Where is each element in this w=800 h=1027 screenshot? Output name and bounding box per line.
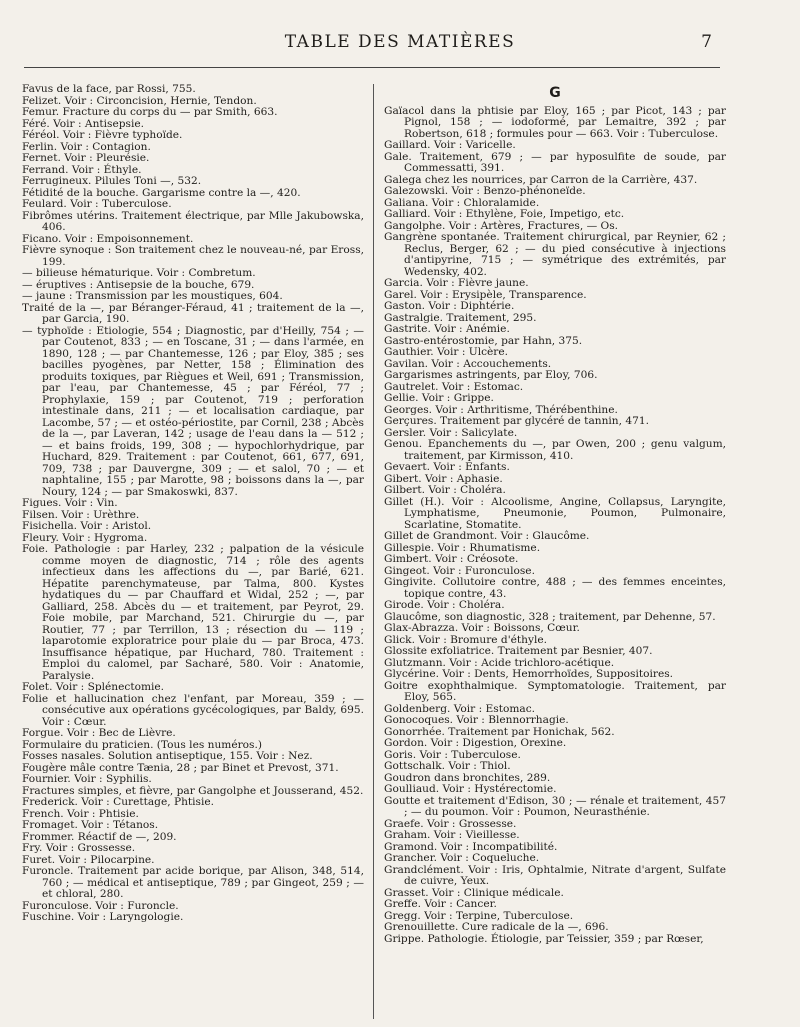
- index-entry: Frommer. Réactif de —, 209.: [22, 830, 177, 843]
- index-entry: Folie et hallucination chez l'enfant, par Moreau, 359 ; — consécutive aux opérations gycécologiques, par Baldy, 695. Voir : Cœur.: [22, 692, 364, 728]
- index-entry: Glutzmann. Voir : Acide trichloro-acétique.: [384, 656, 615, 669]
- index-entry: — bilieuse hématurique. Voir : Combretum.: [22, 267, 256, 279]
- index-entry: Galiana. Voir : Chloralamide.: [384, 196, 540, 209]
- left-column: [22, 84, 364, 1019]
- index-entry: Folet. Voir : Splénectomie.: [22, 681, 165, 693]
- index-entry: Galliard. Voir : Ethylène, Foie, Impetigo, etc.: [384, 208, 625, 220]
- index-entry: Ferrugineux. Pilules Toni —, 532.: [22, 175, 202, 187]
- index-entry: Gillet (H.). Voir : Alcoolisme, Angine, Collapsus, Laryngite, Lymphatisme, Pneumonie, Poumon, Pulmonaire, Scarlatine, Stomatite.: [384, 495, 726, 531]
- index-entry: Gautrelet. Voir : Estomac.: [384, 380, 524, 393]
- index-entry: Gingeot. Voir : Furonculose.: [384, 564, 535, 577]
- index-entry: Furonculose. Voir : Furoncle.: [22, 899, 179, 912]
- index-entry: French. Voir : Phtisie.: [22, 807, 139, 820]
- index-entry: Glax-Abrazza. Voir : Boissons, Cœur.: [384, 622, 580, 634]
- index-entry: Fuschine. Voir : Laryngologie.: [22, 911, 184, 923]
- index-entry: Gargarismes astringents, par Eloy, 706.: [384, 369, 598, 381]
- index-entry: Fractures simples, et fièvre, par Gangolphe et Jousserand, 452.: [22, 784, 364, 797]
- index-entry: Gangolphe. Voir : Artères, Fractures, — Os.: [384, 219, 619, 232]
- index-entry: Gimbert. Voir : Créosote.: [384, 553, 519, 565]
- index-entry: Furoncle. Traitement par acide borique, par Alison, 348, 514, 760 ; — médical et antiseptique, 789 ; par Gingeot, 259 ; — et chloral, 280.: [22, 865, 364, 900]
- index-entry: — éruptives : Antisepsie de la bouche, 679.: [22, 278, 255, 291]
- index-entry: Glick. Voir : Bromure d'éthyle.: [384, 633, 547, 646]
- header-rule: [24, 67, 720, 68]
- index-entry: Filsen. Voir : Urèthre.: [22, 508, 140, 521]
- index-entry: Ferrand. Voir : Éthyle.: [22, 163, 142, 176]
- page-header: [0, 32, 800, 56]
- index-entry: Fournier. Voir : Syphilis.: [22, 773, 152, 785]
- index-entry: Galezowski. Voir : Benzo-phénoneïde.: [384, 185, 586, 197]
- index-entry: Glossite exfoliatrice. Traitement par Besnier, 407.: [384, 645, 653, 657]
- index-entry: Gastrite. Voir : Anémie.: [384, 323, 510, 335]
- index-entry: Glaucôme, son diagnostic, 328 ; traitement, par Dehenne, 57.: [384, 610, 716, 623]
- index-entry: Grenouillette. Cure radicale de la —, 696.: [384, 921, 609, 933]
- index-entry: Gevaert. Voir : Enfants.: [384, 461, 510, 473]
- index-entry: Furet. Voir : Pilocarpine.: [22, 853, 155, 866]
- index-entry: Gale. Traitement, 679 ; — par hyposulfite de soude, par Commessatti, 391.: [384, 150, 726, 174]
- index-entry: Figues. Voir : Vin.: [22, 497, 118, 509]
- index-entry: Gonocoques. Voir : Blennorrhagie.: [384, 714, 569, 726]
- index-entry: Favus de la face, par Rossi, 755.: [22, 84, 196, 95]
- index-entry: Frederick. Voir : Curettage, Phtisie.: [22, 796, 215, 808]
- index-entry: Georges. Voir : Arthritisme, Thérébenthine.: [384, 403, 618, 416]
- index-entry: — typhoïde : Etiologie, 554 ; Diagnostic, par d'Heilly, 754 ; — par Coutenot, 833 ; — en Toscane, 31 ; — dans l'armée, en 1890, 128 ; — par Chantemesse, 126 ; par Eloy, 385 ; ses bacilles pyogènes, par Netter, 158 ; Élimination des produits toxiques, par Riègues et Weil, 691 ; Transmission, par l'eau, par Chantemesse, 45 ; par Féréol, 77 ; Prophylaxie, 159 ; par Coutenot, 719 ; perforation intestinale dans, 211 ; — et localisation cardiaque, par Lacombe, 57 ; — et ostéo-périostite, par Cornil, 238 ; Abcès de la —, par Laveran, 142 ; usage de l'eau dans la — 512 ; — et bains froids, 199, 308 ; — hypochlorhydrique, par Huchard, 829. Traitement : par Coutenot, 661, 677, 691, 709, 738 ; par Dauvergne, 309 ; — et salol, 70 ; — et naphtaline, 155 ; par Marotte, 98 ; boissons dans la —, par Noury, 124 ; — par Smakoswki, 837.: [22, 324, 364, 498]
- index-entry: Féré. Voir : Antisepsie.: [22, 117, 144, 130]
- index-entry: Gibert. Voir : Aphasie.: [384, 472, 503, 485]
- index-entry: Gersler. Voir : Salicylate.: [384, 426, 518, 439]
- index-entry: Gillet de Grandmont. Voir : Glaucôme.: [384, 530, 590, 542]
- index-entry: Felizet. Voir : Circoncision, Hernie, Tendon.: [22, 94, 257, 107]
- index-entry: Goudron dans bronchites, 289.: [384, 771, 551, 784]
- index-entry: Gavilan. Voir : Accouchements.: [384, 357, 552, 370]
- index-entry: Féréol. Voir : Fièvre typhoïde.: [22, 129, 183, 141]
- index-entry: Greffe. Voir : Cancer.: [384, 898, 497, 910]
- index-entry: Gregg. Voir : Terpine, Tuberculose.: [384, 909, 574, 922]
- index-entry: Gerçures. Traitement par glycéré de tannin, 471.: [384, 415, 649, 427]
- index-columns: [22, 84, 726, 1019]
- index-entry: Goulliaud. Voir : Hystérectomie.: [384, 783, 557, 795]
- index-entry: Girode. Voir : Choléra.: [384, 599, 505, 611]
- index-entry: Gellie. Voir : Grippe.: [384, 392, 494, 404]
- right-entries: [384, 106, 726, 946]
- index-entry: Goris. Voir : Tuberculose.: [384, 748, 521, 761]
- index-entry: Gonorrhée. Traitement par Honichak, 562.: [384, 725, 615, 738]
- index-entry: Goutte et traitement d'Edison, 30 ; — rénale et traitement, 457 ; — du poumon. Voir : Poumon, Neurasthénie.: [384, 794, 726, 818]
- index-entry: Feulard. Voir : Tuberculose.: [22, 198, 172, 210]
- index-entry: Fougère mâle contre Tænia, 28 ; par Binet et Prevost, 371.: [22, 761, 339, 774]
- index-entry: Ficano. Voir : Empoisonnement.: [22, 232, 194, 245]
- index-entry: Gingivite. Collutoire contre, 488 ; — des femmes enceintes, topique contre, 43.: [384, 576, 726, 600]
- right-column: [384, 84, 726, 1019]
- index-entry: Garel. Voir : Erysipèle, Transparence.: [384, 288, 587, 301]
- index-entry: Gordon. Voir : Digestion, Orexine.: [384, 737, 567, 749]
- index-entry: Gilbert. Voir : Choléra.: [384, 484, 506, 496]
- index-entry: Grippe. Pathologie. Étiologie, par Teissier, 359 ; par Rœser,: [384, 932, 704, 945]
- section-letter: G: [549, 85, 561, 101]
- index-entry: Fibrômes utérins. Traitement électrique, par Mlle Jakubowska, 406.: [22, 209, 364, 233]
- index-entry: Gastro-entérostomie, par Hahn, 375.: [384, 334, 583, 347]
- index-entry: Forgue. Voir : Bec de Lièvre.: [22, 727, 176, 739]
- index-entry: Grasset. Voir : Clinique médicale.: [384, 886, 564, 899]
- index-entry: Goitre exophthalmique. Symptomatologie. Traitement, par Eloy, 565.: [384, 679, 726, 703]
- index-entry: Fosses nasales. Solution antiseptique, 155. Voir : Nez.: [22, 750, 313, 762]
- index-entry: Traité de la —, par Béranger-Féraud, 41 ; traitement de la —, par Garcia, 190.: [22, 301, 364, 325]
- index-entry: — jaune : Transmission par les moustiques, 604.: [22, 290, 283, 302]
- index-entry: Goldenberg. Voir : Estomac.: [384, 702, 536, 715]
- index-entry: Grancher. Voir : Coqueluche.: [384, 852, 540, 864]
- index-entry: Graefe. Voir : Grossesse.: [384, 817, 517, 830]
- index-entry: Gaïacol dans la phtisie par Eloy, 165 ; par Picot, 143 ; par Pignol, 158 ; — iodoformé, par Lemaitre, 392 ; par Robertson, 618 ; formules pour — 663. Voir : Tuberculose.: [384, 104, 726, 140]
- index-entry: Fétidité de la bouche. Gargarisme contre la —, 420.: [22, 186, 301, 199]
- index-entry: Gauthier. Voir : Ulcère.: [384, 346, 509, 358]
- index-entry: Grandclément. Voir : Iris, Ophtalmie, Nitrate d'argent, Sulfate de cuivre, Yeux.: [384, 863, 726, 887]
- index-entry: Fromaget. Voir : Tétanos.: [22, 819, 159, 831]
- index-entry: Fernet. Voir : Pleurésie.: [22, 152, 150, 164]
- index-entry: Gaillard. Voir : Varicelle.: [384, 139, 516, 151]
- page-title: TABLE DES MATIÈRES: [284, 32, 516, 52]
- index-entry: Gangrène spontanée. Traitement chirurgical, par Reynier, 62 ; Reclus, Berger, 62 ; — du pied consécutive à injections d'antipyrine, 715 ; — symétrique des extrémités, par Wedensky, 402.: [384, 231, 726, 278]
- index-entry: Gramond. Voir : Incompatibilité.: [384, 840, 558, 853]
- index-entry: Gaston. Voir : Diphtérie.: [384, 300, 515, 312]
- index-entry: Femur. Fracture du corps du — par Smith, 663.: [22, 106, 278, 118]
- index-entry: Glycérine. Voir : Dents, Hemorrhoïdes, Suppositoires.: [384, 668, 674, 680]
- index-entry: Fisichella. Voir : Aristol.: [22, 520, 152, 532]
- index-entry: Graham. Voir : Vieillesse.: [384, 829, 520, 841]
- index-entry: Genou. Epanchements du —, par Owen, 200 ; genu valgum, traitement, par Kirmisson, 410.: [384, 438, 726, 462]
- index-entry: Fry. Voir : Grossesse.: [22, 842, 136, 854]
- index-entry: Ferlin. Voir : Contagion.: [22, 140, 151, 153]
- index-entry: Fièvre synoque : Son traitement chez le nouveau-né, par Eross, 199.: [22, 244, 364, 268]
- index-entry: Galega chez les nourrices, par Carron de la Carrière, 437.: [384, 173, 698, 186]
- index-entry: Fleury. Voir : Hygroma.: [22, 531, 148, 544]
- index-entry: Foie. Pathologie : par Harley, 232 ; palpation de la vésicule comme moyen de diagnostic, 714 ; rôle des agents infectieux dans les affections du —, par Barié, 621. Hépatite parenchymateuse, par Talma, 800. Kystes hydatiques du — par Chauffard et Widal, 252 ; —, par Galliard, 258. Abcès du — et traitement, par Peyrot, 29. Foie mobile, par Marchand, 521. Chirurgie du —, par Routier, 77 ; par Terrillon, 13 ; résection du — 119 ; laparotomie exploratrice pour plaie du — par Broca, 473. Insuffisance hépatique, par Huchard, 780. Traitement : Emploi du calomel, par Sacharé, 580. Voir : Anatomie, Paralysie.: [22, 543, 364, 682]
- index-entry: Gastralgie. Traitement, 295.: [384, 311, 537, 324]
- index-entry: Gottschalk. Voir : Thiol.: [384, 760, 511, 772]
- index-entry: Gillespie. Voir : Rhumatisme.: [384, 541, 541, 554]
- index-entry: Garcia. Voir : Fièvre jaune.: [384, 277, 529, 289]
- column-divider: [373, 84, 374, 1019]
- index-entry: Formulaire du praticien. (Tous les numéros.): [22, 738, 262, 751]
- page-number: 7: [701, 32, 712, 52]
